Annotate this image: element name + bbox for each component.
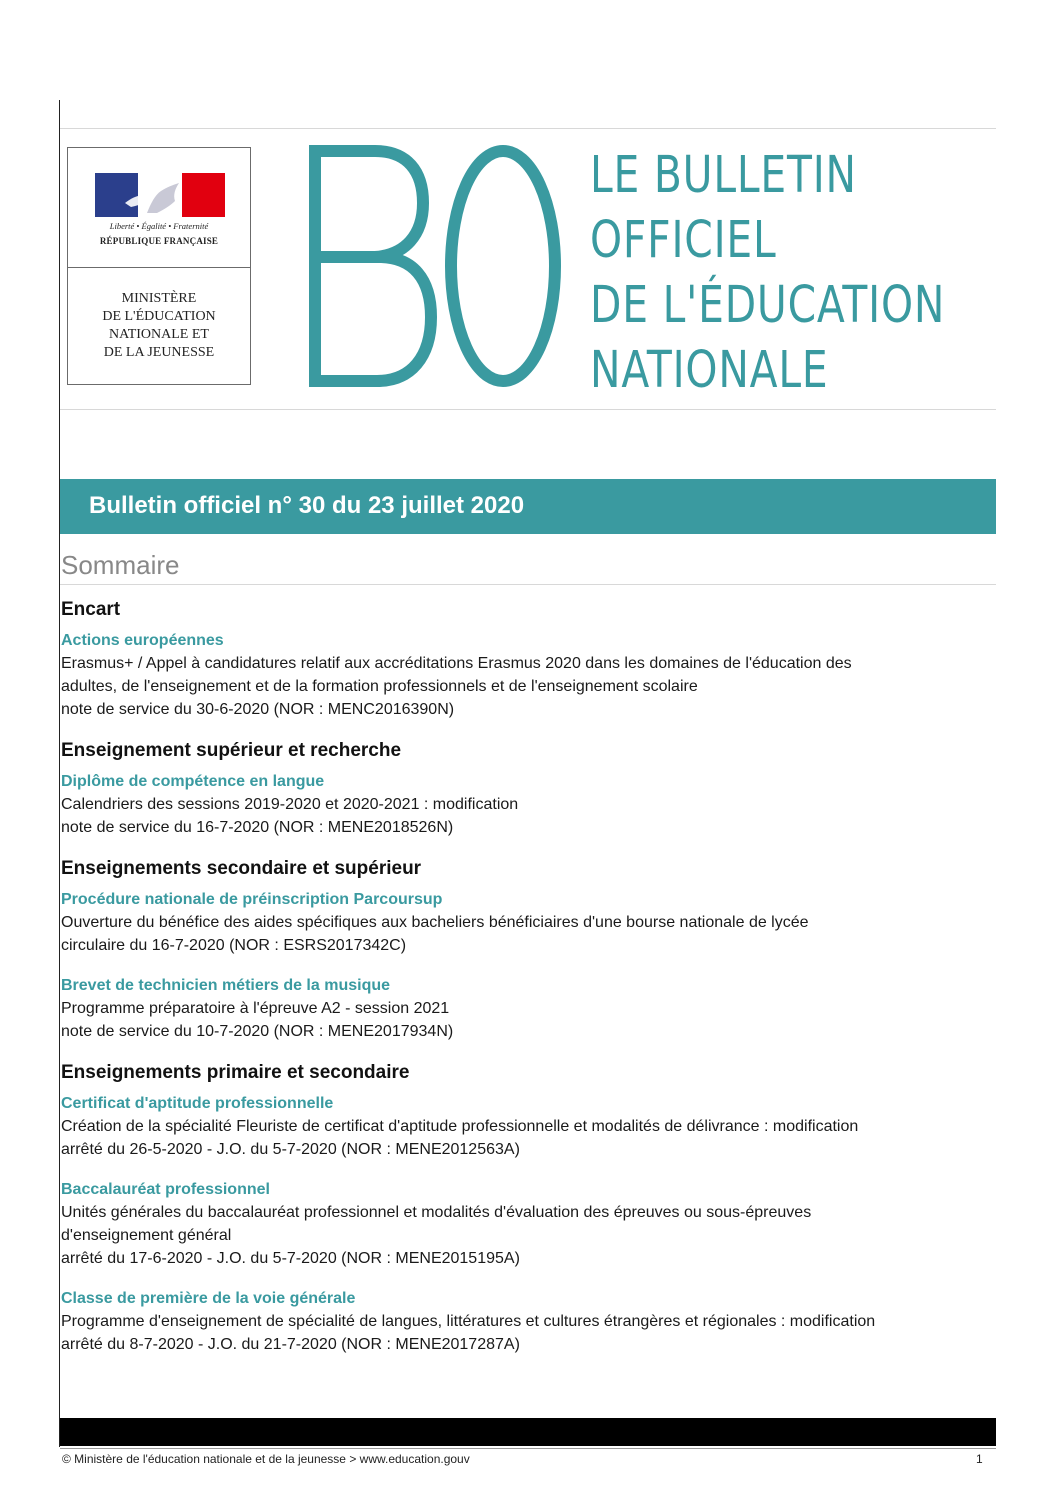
ministry-line: MINISTÈRE bbox=[121, 291, 197, 306]
entry-reference: note de service du 16-7-2020 (NOR : MENE2018526N) bbox=[61, 819, 454, 836]
section-title: Enseignements secondaire et supérieur bbox=[61, 858, 422, 879]
entry-reference: circulaire du 16-7-2020 (NOR : ESRS2017342C) bbox=[61, 937, 407, 954]
sommaire-heading: Sommaire bbox=[61, 550, 180, 580]
toc-entry[interactable] bbox=[61, 1179, 996, 1270]
ministry-logo bbox=[67, 147, 251, 385]
entry-text-line: Ouverture du bénéfice des aides spécifiques aux bacheliers bénéficiaires d'une bourse nationale de lycée bbox=[61, 914, 809, 931]
toc-entry[interactable] bbox=[61, 1093, 996, 1161]
entry-reference: arrêté du 8-7-2020 - J.O. du 21-7-2020 (NOR : MENE2017287A) bbox=[61, 1336, 520, 1353]
ministry-line: DE L'ÉDUCATION bbox=[102, 309, 216, 324]
sommaire-rule bbox=[60, 584, 996, 585]
entry-text-line: Programme d'enseignement de spécialité de langues, littératures et cultures étrangères et régionales : modification bbox=[61, 1313, 876, 1330]
footer-bar bbox=[60, 1418, 996, 1446]
section-title: Enseignement supérieur et recherche bbox=[61, 740, 402, 761]
entry-rubric-link[interactable]: Actions européennes bbox=[61, 632, 224, 649]
toc-entry[interactable] bbox=[61, 975, 996, 1043]
toc-section bbox=[61, 857, 996, 1043]
marianne-block bbox=[68, 148, 250, 268]
bulletin-title: Bulletin officiel n° 30 du 23 juillet 2020 bbox=[89, 492, 525, 519]
entry-rubric-link[interactable]: Procédure nationale de préinscription Parcoursup bbox=[61, 891, 443, 908]
entry-reference: arrêté du 26-5-2020 - J.O. du 5-7-2020 (NOR : MENE2012563A) bbox=[61, 1141, 520, 1158]
bulletin-banner bbox=[60, 479, 996, 534]
entry-rubric-link[interactable]: Baccalauréat professionnel bbox=[61, 1181, 270, 1198]
header-bottom-rule bbox=[60, 409, 996, 410]
section-title: Encart bbox=[61, 599, 121, 620]
toc-entry[interactable] bbox=[61, 630, 996, 721]
section-title: Enseignements primaire et secondaire bbox=[61, 1062, 410, 1083]
left-margin-rule bbox=[59, 100, 60, 1447]
toc-entry[interactable] bbox=[61, 771, 996, 839]
toc-section bbox=[61, 739, 996, 839]
entry-text-line: Programme préparatoire à l'épreuve A2 - session 2021 bbox=[61, 1000, 450, 1017]
entry-rubric-link[interactable]: Diplôme de compétence en langue bbox=[61, 773, 325, 790]
toc-entry[interactable] bbox=[61, 889, 996, 957]
entry-text-line: Erasmus+ / Appel à candidatures relatif aux accréditations Erasmus 2020 dans les domaines de l'éducation des bbox=[61, 655, 852, 672]
entry-text-line: d'enseignement général bbox=[61, 1227, 232, 1244]
entry-rubric-link[interactable]: Classe de première de la voie générale bbox=[61, 1290, 356, 1307]
toc-entry[interactable] bbox=[61, 1288, 996, 1356]
bo-title-line: NATIONALE bbox=[590, 341, 829, 400]
ministry-line: NATIONALE ET bbox=[109, 327, 209, 342]
republic-motto: Liberté • Égalité • Fraternité bbox=[109, 221, 209, 231]
footer-rule bbox=[60, 1448, 996, 1449]
bo-logo-title bbox=[590, 143, 945, 403]
entry-text-line: Création de la spécialité Fleuriste de certificat d'aptitude professionnelle et modalités de délivrance : modification bbox=[61, 1118, 859, 1135]
header-top-rule bbox=[60, 128, 996, 129]
bo-title-line: LE BULLETIN bbox=[590, 146, 857, 205]
entry-reference: note de service du 10-7-2020 (NOR : MENE2017934N) bbox=[61, 1023, 454, 1040]
ministry-line: DE LA JEUNESSE bbox=[103, 345, 215, 360]
entry-text-line: adultes, de l'enseignement et de la formation professionnels et de l'enseignement scolaire bbox=[61, 678, 698, 695]
bo-title-line: OFFICIEL bbox=[590, 211, 777, 270]
republique-francaise: RÉPUBLIQUE FRANÇAISE bbox=[99, 236, 219, 246]
footer-copyright: © Ministère de l'éducation nationale et de la jeunesse > www.education.gouv bbox=[62, 1452, 470, 1466]
bo-logo bbox=[305, 145, 565, 390]
ministry-name bbox=[68, 290, 250, 362]
toc-section bbox=[61, 1061, 996, 1356]
table-of-contents bbox=[61, 598, 996, 1374]
entry-text-line: Calendriers des sessions 2019-2020 et 2020-2021 : modification bbox=[61, 796, 519, 813]
entry-text-line: Unités générales du baccalauréat professionnel et modalités d'évaluation des épreuves ou sous-épreuves bbox=[61, 1204, 812, 1221]
entry-rubric-link[interactable]: Certificat d'aptitude professionnelle bbox=[61, 1095, 334, 1112]
entry-reference: arrêté du 17-6-2020 - J.O. du 5-7-2020 (NOR : MENE2015195A) bbox=[61, 1250, 520, 1267]
bo-title-line: DE L'ÉDUCATION bbox=[590, 276, 946, 335]
entry-reference: note de service du 30-6-2020 (NOR : MENC2016390N) bbox=[61, 701, 455, 718]
marianne-flag-icon bbox=[95, 173, 225, 217]
toc-section bbox=[61, 598, 996, 721]
page-number: 1 bbox=[976, 1452, 983, 1466]
entry-rubric-link[interactable]: Brevet de technicien métiers de la musique bbox=[61, 977, 391, 994]
